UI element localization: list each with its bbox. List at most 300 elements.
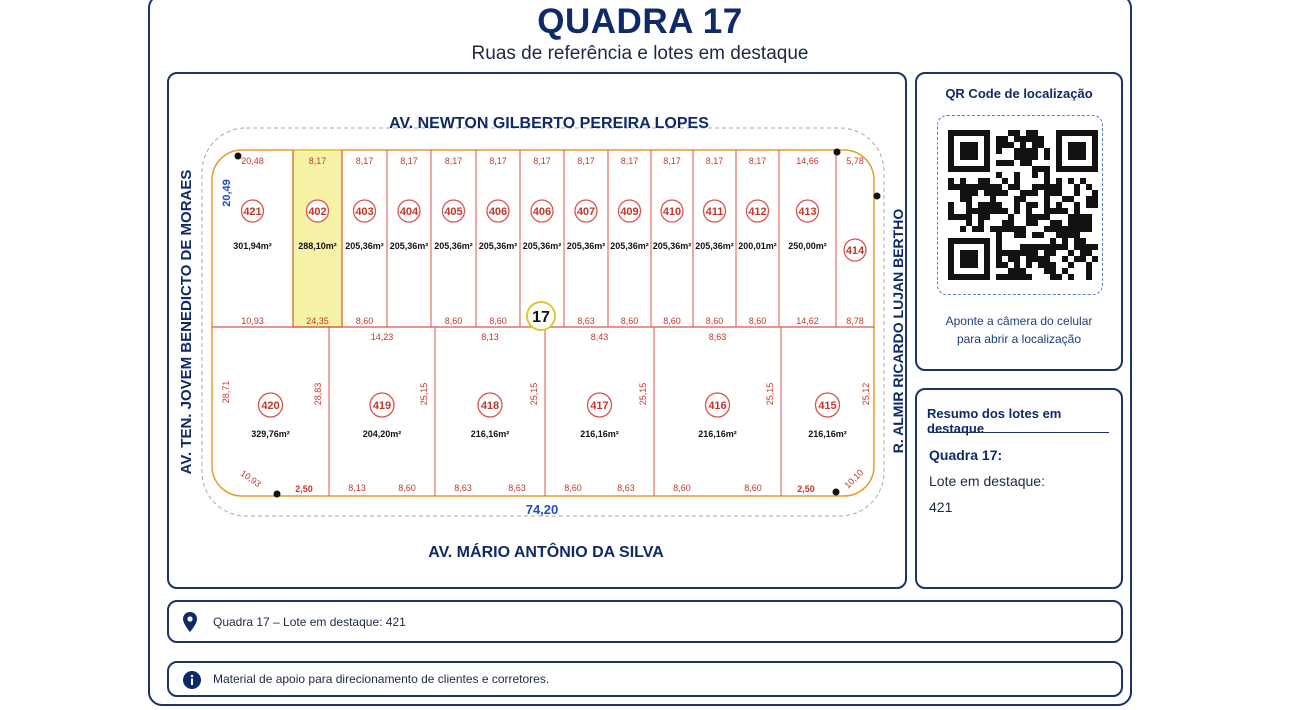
lot-front-dimension: 5,78 [846,156,864,166]
qr-module [1056,202,1062,208]
qr-module [1038,232,1044,238]
qr-module [1056,226,1062,232]
qr-module [996,190,1002,196]
street-north: AV. NEWTON GILBERTO PEREIRA LOPES [389,115,709,132]
qr-module [1014,148,1020,154]
qr-module [1014,208,1020,214]
lot-area: 329,76m² [251,429,290,439]
lot-area: 205,36m² [345,241,384,251]
qr-module [1092,244,1098,250]
qr-module [990,202,996,208]
qr-module [1026,214,1032,220]
qr-module [984,178,990,184]
lot-back-dimension: 8,60 [355,316,374,326]
block-map [169,74,909,591]
qr-module [1044,202,1050,208]
qr-module [1050,262,1056,268]
qr-module [1068,250,1074,256]
qr-module [1050,190,1056,196]
lot-top-dimension: 14,23 [370,332,394,342]
lot-front-dimension: 8,17 [444,156,463,166]
qr-module [1062,196,1068,202]
lot-front-dimension: 8,17 [489,156,507,166]
qr-module [1038,142,1044,148]
qr-module [1032,220,1038,226]
lot-back-dimension: 8,60 [748,316,767,326]
qr-module [1014,226,1020,232]
qr-module [1008,274,1014,280]
qr-module [1086,214,1092,220]
lot-number: 409 [620,206,639,218]
lot-number: 405 [444,206,463,218]
qr-module [948,208,954,214]
qr-module [948,184,954,190]
qr-module [1074,184,1080,190]
qr-module [1032,148,1038,154]
qr-code-frame[interactable] [937,115,1103,295]
qr-module [948,214,954,220]
qr-module [1062,238,1068,244]
qr-module [1044,166,1050,172]
lot-top-dimension: 8,43 [590,332,609,342]
qr-module [948,202,954,208]
qr-module [1050,244,1056,250]
qr-module [1044,190,1050,196]
lot-number: 412 [748,206,767,218]
qr-module [1008,226,1014,232]
qr-module [1032,232,1038,238]
summary-lot-value: 421 [929,499,953,515]
qr-module [1068,220,1074,226]
lot-number: 411 [705,206,724,218]
lot-area: 216,16m² [698,429,737,439]
qr-module [1014,184,1020,190]
lot-front-dimension: 20,48 [241,156,264,166]
qr-module [1002,160,1008,166]
qr-module [1026,160,1032,166]
qr-module [1056,184,1062,190]
lot-number: 406 [532,206,552,218]
qr-module [1014,136,1020,142]
qr-module [1062,256,1068,262]
lot-back-dimension: 8,78 [846,316,864,326]
qr-module [1026,202,1032,208]
map-panel [167,72,907,589]
qr-module [1002,262,1008,268]
qr-module [1014,130,1020,136]
qr-module [1014,274,1020,280]
qr-module [984,202,990,208]
lot-number: 407 [576,206,596,218]
qr-module [1020,142,1026,148]
qr-module [966,196,972,202]
qr-module [984,214,990,220]
qr-module [1038,256,1044,262]
qr-module [966,220,972,226]
total-width: 74,20 [525,502,559,517]
qr-module [984,190,990,196]
lot-number: 421 [243,206,262,218]
corner-dot [834,149,841,156]
qr-module [978,208,984,214]
qr-module [1068,214,1074,220]
qr-module [960,184,966,190]
qr-code-icon [938,116,1101,293]
qr-module [1020,160,1026,166]
summary-divider [929,432,1109,433]
qr-finder [1068,142,1086,160]
qr-module [996,232,1002,238]
qr-module [1008,250,1014,256]
qr-module [1014,178,1020,184]
qr-module [1062,244,1068,250]
qr-module [1038,166,1044,172]
qr-module [978,202,984,208]
qr-module [1044,268,1050,274]
qr-module [1014,154,1020,160]
location-text: Quadra 17 – Lote em destaque: 421 [213,615,406,629]
qr-module [1032,256,1038,262]
qr-module [1068,196,1074,202]
qr-module [1068,232,1074,238]
block-number: 17 [532,309,550,326]
location-bar [167,600,1123,643]
qr-module [1020,268,1026,274]
qr-module [1044,184,1050,190]
qr-module [996,184,1002,190]
qr-module [1056,232,1062,238]
qr-module [996,202,1002,208]
qr-module [996,244,1002,250]
lot-top-dimension: 8,13 [481,332,499,342]
qr-module [1026,262,1032,268]
qr-module [1002,220,1008,226]
lot-area: 205,36m² [389,241,429,251]
qr-module [1062,268,1068,274]
qr-module [1020,196,1026,202]
qr-module [1008,268,1014,274]
qr-module [1092,190,1098,196]
qr-module [1050,250,1056,256]
qr-module [1056,244,1062,250]
lot-number: 414 [845,245,865,257]
qr-module [1026,130,1032,136]
qr-module [1086,220,1092,226]
qr-module [1086,226,1092,232]
lot-front-dimension: 8,17 [533,156,551,166]
lot-front-dimension: 14,66 [796,156,819,166]
qr-module [1044,226,1050,232]
qr-module [1074,226,1080,232]
street-east: R. ALMIR RICARDO LUJAN BERTHO [890,208,906,454]
qr-module [1002,226,1008,232]
qr-module [1014,250,1020,256]
street-south: AV. MÁRIO ANTÔNIO DA SILVA [428,544,664,561]
corner-dot [235,153,242,160]
qr-module [1014,172,1020,178]
qr-module [1032,250,1038,256]
qr-module [960,226,966,232]
qr-module [1020,154,1026,160]
qr-module [1020,136,1026,142]
qr-module [1038,244,1044,250]
lot-area: 216,16m² [470,429,510,439]
lot-number: 419 [372,400,392,412]
qr-module [1020,274,1026,280]
lot-back-dimension: 10,93 [241,316,264,326]
lot-side-dimension: 25,12 [861,382,871,406]
left-depth: 20,49 [221,179,233,207]
qr-module [1050,274,1056,280]
corner-dot [874,193,881,200]
qr-module [972,226,978,232]
qr-module [1002,136,1008,142]
qr-module [1026,220,1032,226]
qr-module [966,208,972,214]
qr-module [1026,154,1032,160]
qr-module [1032,190,1038,196]
qr-module [1014,202,1020,208]
lot-back-dimension: 8,60 [705,316,724,326]
lot-number: 420 [261,400,280,412]
qr-module [1092,256,1098,262]
lot-side-dimension: 25,15 [419,382,429,406]
qr-module [1026,136,1032,142]
street-west: AV. TEN. JOVEM BENEDICTO DE MORAES [178,169,195,475]
qr-module [1032,142,1038,148]
lot-area: 205,36m² [610,241,649,251]
qr-module [1074,232,1080,238]
qr-module [1074,256,1080,262]
qr-module [1008,220,1014,226]
qr-module [1038,136,1044,142]
qr-module [972,208,978,214]
lot-front-dimension: 8,17 [355,156,374,166]
lot-corner-dimension: 10,93 [238,467,263,490]
qr-module [1020,148,1026,154]
qr-module [1086,196,1092,202]
qr-module [972,190,978,196]
qr-module [1056,208,1062,214]
summary-title: Resumo dos lotes em destaque [927,406,1062,436]
qr-module [996,274,1002,280]
lot-corner-dimension: 10,10 [842,467,866,491]
qr-module [1086,202,1092,208]
qr-module [1044,256,1050,262]
qr-module [1050,268,1056,274]
qr-module [1032,154,1038,160]
qr-module [1014,262,1020,268]
qr-finder [960,142,978,160]
lot-side-dimension: 25,15 [529,382,539,406]
qr-module [1074,214,1080,220]
lot-area: 204,20m² [362,429,402,439]
info-icon [183,671,201,689]
qr-module [996,142,1002,148]
qr-module [1020,250,1026,256]
lot-area: 205,36m² [566,241,606,251]
qr-module [996,256,1002,262]
lot-number: 406 [488,206,508,218]
map-pin-icon [183,612,197,632]
lot-front-dimension: 8,17 [620,156,639,166]
qr-module [1032,184,1038,190]
lot-bottom-dimension: 8,60 [564,483,582,493]
qr-module [1080,220,1086,226]
lot-area: 200,01m² [738,241,777,251]
qr-module [978,214,984,220]
qr-module [1050,208,1056,214]
qr-module [1080,250,1086,256]
lot-side-dimension: 28,83 [313,382,323,406]
lot-number: 417 [590,400,609,412]
lot-back-dimension: 8,60 [620,316,639,326]
lot-front-dimension: 8,17 [705,156,724,166]
qr-module [1026,256,1032,262]
qr-module [1092,196,1098,202]
page-subtitle: Ruas de referência e lotes em destaque [471,43,809,64]
qr-module [1074,202,1080,208]
qr-module [1032,172,1038,178]
qr-module [1026,208,1032,214]
qr-module [1044,208,1050,214]
qr-module [966,184,972,190]
lot-bottom-dimension: 8,60 [398,483,416,493]
qr-module [954,184,960,190]
lot-back-dimension: 8,63 [577,316,595,326]
qr-module [1008,256,1014,262]
lot-area: 250,00m² [788,241,827,251]
qr-caption-line1: Aponte a câmera do celular [945,314,1093,328]
qr-module [1068,262,1074,268]
lot-highlight [293,150,342,327]
qr-module [1044,214,1050,220]
qr-module [1086,262,1092,268]
qr-caption-line2: para abrir a localização [956,332,1082,346]
qr-module [1002,190,1008,196]
qr-module [1044,154,1050,160]
qr-module [1086,250,1092,256]
qr-module [1086,274,1092,280]
qr-module [1008,184,1014,190]
qr-module [1032,202,1038,208]
qr-module [1050,184,1056,190]
qr-finder [960,250,978,268]
qr-module [948,178,954,184]
qr-module [990,226,996,232]
qr-module [990,208,996,214]
lot-back-dimension: 8,60 [444,316,463,326]
qr-module [1062,232,1068,238]
lot-side-dimension: 25,15 [638,382,648,406]
qr-module [1050,238,1056,244]
lot-back-dimension: 8,60 [663,316,681,326]
qr-module [1044,250,1050,256]
qr-module [1020,232,1026,238]
lot-bottom-dimension: 8,63 [617,483,635,493]
qr-module [1062,226,1068,232]
qr-module [1020,190,1026,196]
qr-module [1068,274,1074,280]
qr-module [954,214,960,220]
qr-module [1026,274,1032,280]
lot-back-dimension: 8,60 [489,316,507,326]
qr-module [1044,172,1050,178]
info-bar [167,661,1123,697]
qr-module [978,178,984,184]
qr-module [966,214,972,220]
summary-quadra: Quadra 17: [929,447,1003,463]
qr-module [966,202,972,208]
lot-bottom-dimension: 8,63 [508,483,526,493]
qr-module [990,184,996,190]
lot-number: 416 [708,400,727,412]
qr-module [996,238,1002,244]
lot-number: 402 [308,206,327,218]
summary-lot-label: Lote em destaque: [929,473,1045,489]
qr-module [1014,232,1020,238]
qr-module [1056,274,1062,280]
lot-bottom-dimension: 2,50 [295,484,313,494]
lot-area: 205,36m² [695,241,734,251]
lot-top-dimension: 8,63 [708,332,727,342]
qr-module [1050,220,1056,226]
qr-module [1080,238,1086,244]
lot-side-dimension: 25,15 [765,382,775,406]
qr-module [1044,244,1050,250]
qr-module [996,172,1002,178]
qr-module [984,208,990,214]
lot-number: 403 [355,206,374,218]
qr-module [1086,244,1092,250]
lot-area: 216,16m² [808,429,847,439]
qr-module [1038,214,1044,220]
lot-front-dimension: 8,17 [577,156,595,166]
qr-module [1008,130,1014,136]
lot-front-dimension: 8,17 [748,156,767,166]
qr-module [1002,142,1008,148]
qr-module [1020,226,1026,232]
lot-number: 413 [798,206,817,218]
qr-module [1032,130,1038,136]
lot-front-dimension: 8,17 [400,156,418,166]
qr-module [1020,244,1026,250]
qr-module [996,208,1002,214]
qr-module [996,250,1002,256]
qr-module [966,190,972,196]
qr-module [1026,250,1032,256]
qr-module [1092,202,1098,208]
qr-caption [917,312,1121,348]
qr-module [1014,196,1020,202]
qr-module [960,196,966,202]
qr-module [1008,160,1014,166]
lot-area: 205,36m² [652,241,692,251]
corner-dot [274,491,281,498]
qr-module [1032,136,1038,142]
qr-module [1008,142,1014,148]
lot-area: 216,16m² [580,429,619,439]
qr-module [1002,250,1008,256]
qr-module [1074,238,1080,244]
info-text: Material de apoio para direcionamento de clientes e corretores. [213,672,550,686]
lot-number: 418 [480,400,500,412]
qr-module [1044,148,1050,154]
lot-area: 205,36m² [478,241,518,251]
lot-bottom-dimension: 2,50 [797,484,815,494]
qr-module [1080,226,1086,232]
qr-module [1086,268,1092,274]
